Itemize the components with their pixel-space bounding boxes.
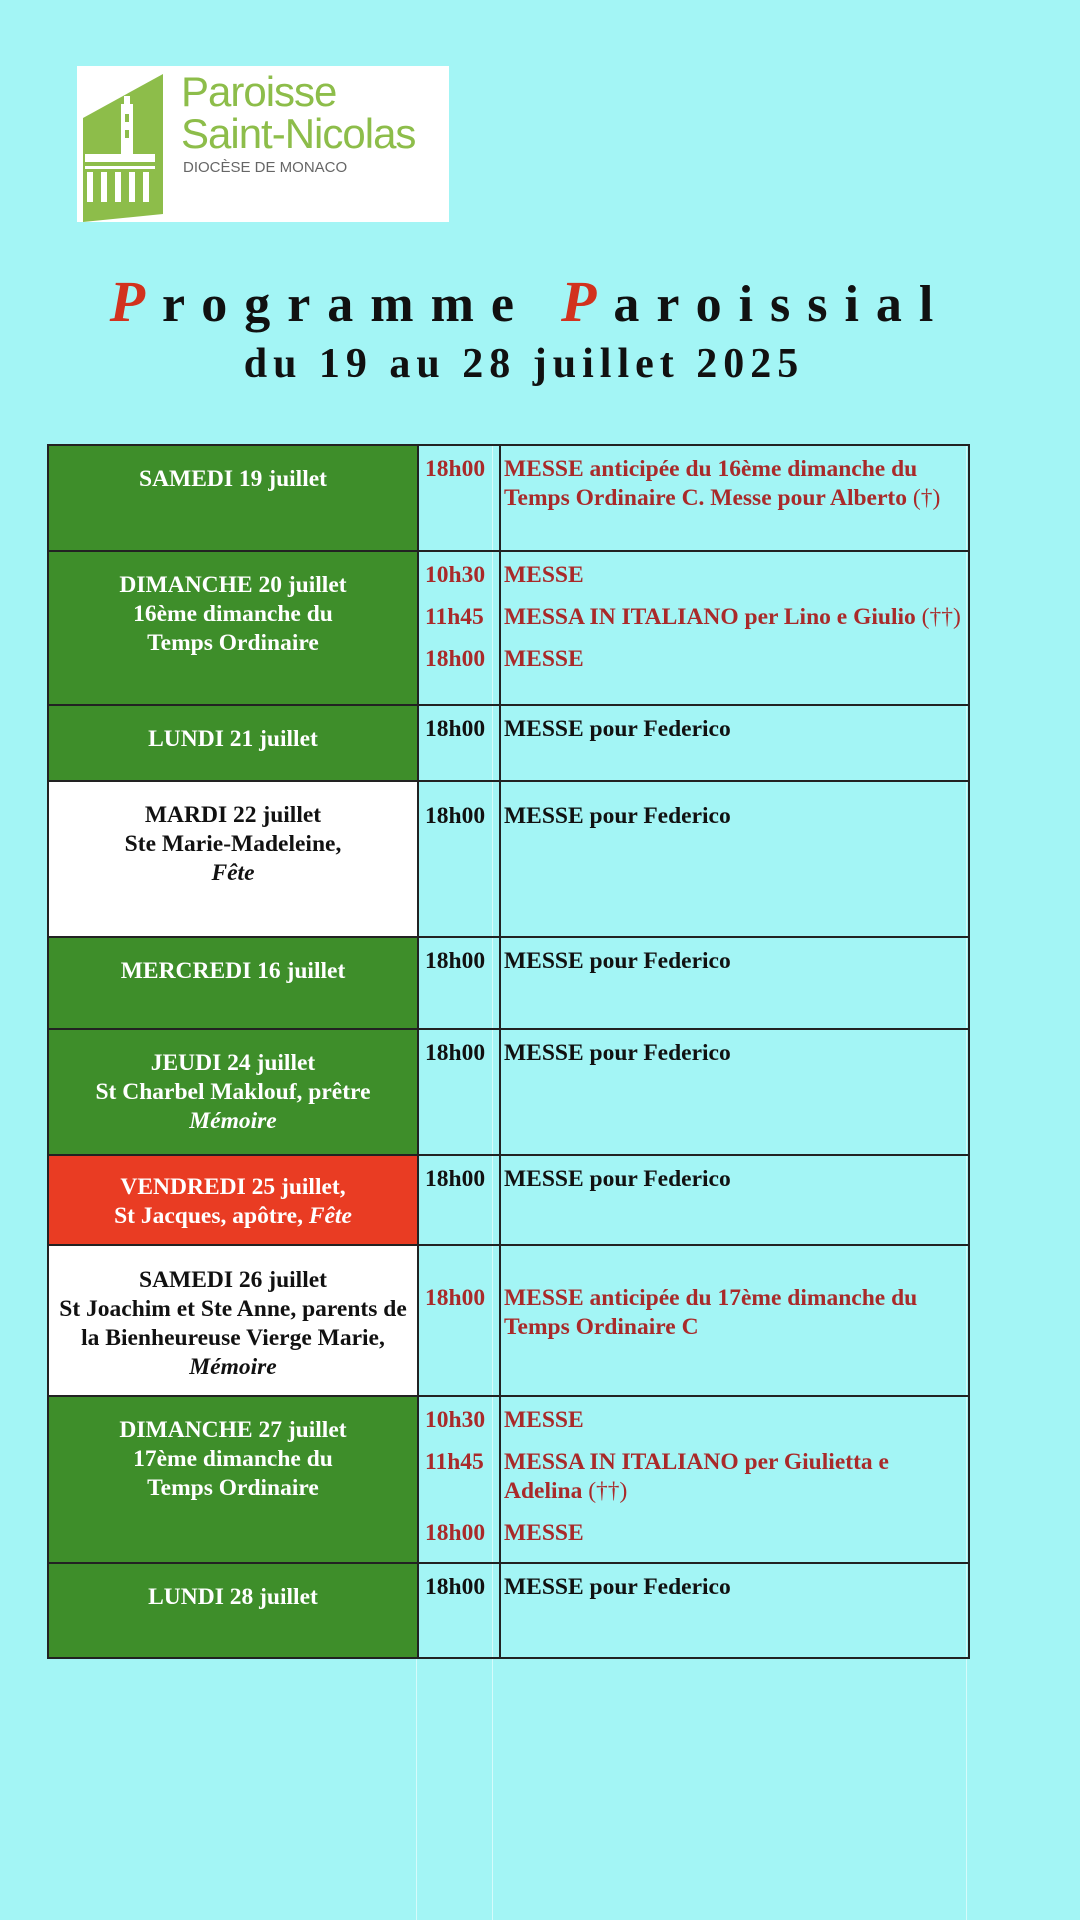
entry-time: 10h30 [425, 1407, 486, 1433]
entry-text: MESSE anticipée du 17ème dimanche du Temps Ordinaire C [504, 1285, 918, 1340]
event-cell [500, 1029, 969, 1155]
day-cell [48, 781, 418, 937]
day-label: JEUDI 24 juillet [150, 1050, 316, 1076]
time-cell [418, 1396, 500, 1563]
day-cell [48, 1155, 418, 1245]
entry-text: MESSE pour Federico [504, 1574, 731, 1600]
logo-text-paroisse: Paroisse [181, 68, 337, 115]
time-cell [418, 1155, 500, 1245]
entry-text: MESSE [504, 562, 584, 588]
day-label: 16ème dimanche du [133, 601, 333, 627]
day-label: MERCREDI 16 juillet [120, 958, 346, 984]
event-cell [500, 1245, 969, 1396]
day-cell [48, 1563, 418, 1658]
entry-text: MESSE pour Federico [504, 716, 731, 742]
day-label: Temps Ordinaire [147, 1475, 319, 1501]
day-cell [48, 937, 418, 1029]
entry-time: 18h00 [425, 456, 486, 482]
schedule-row [48, 705, 969, 781]
day-label: SAMEDI 26 juillet [139, 1267, 327, 1293]
entry-time: 10h30 [425, 562, 486, 588]
time-cell [418, 1245, 500, 1396]
day-label: DIMANCHE 20 juillet [119, 572, 347, 598]
title-initial-2: P [560, 269, 614, 334]
day-label: la Bienheureuse Vierge Marie, [81, 1325, 385, 1351]
time-cell [418, 781, 500, 937]
day-label: VENDREDI 25 juillet, [120, 1174, 346, 1200]
day-label-italic: Fête [211, 860, 255, 886]
day-cell [48, 1029, 418, 1155]
page-subtitle: du 19 au 28 juillet 2025 [243, 341, 805, 387]
entry-time: 18h00 [425, 1574, 486, 1600]
day-label-italic: Mémoire [189, 1354, 277, 1380]
title-word-1: rogramme [162, 276, 531, 333]
time-cell [418, 445, 500, 551]
entry-text: MESSE [504, 1520, 584, 1546]
event-cell [500, 781, 969, 937]
entry-text: MESSE pour Federico [504, 803, 731, 829]
entry-time: 18h00 [425, 646, 486, 672]
entry-time: 18h00 [425, 948, 486, 974]
entry-time: 18h00 [425, 1040, 486, 1066]
schedule-row [48, 445, 969, 551]
event-cell [500, 1396, 969, 1563]
schedule-row [48, 1245, 969, 1396]
time-cell [418, 551, 500, 705]
day-label: Temps Ordinaire [147, 630, 319, 656]
day-label: 17ème dimanche du [133, 1446, 333, 1472]
day-label: Ste Marie-Madeleine, [124, 831, 342, 857]
day-label: MARDI 22 juillet [144, 802, 322, 828]
entry-text: MESSE [504, 646, 584, 672]
church-emblem-icon [77, 66, 177, 222]
day-label: St Charbel Maklouf, prêtre [95, 1079, 371, 1105]
entry-time: 11h45 [425, 1449, 484, 1475]
entry-text: MESSE anticipée du 16ème dimanche du Temps Ordinaire C. Messe pour Alberto (†) [504, 456, 941, 511]
parish-logo [77, 66, 449, 222]
event-cell [500, 1563, 969, 1658]
time-cell [418, 705, 500, 781]
schedule-row [48, 1155, 969, 1245]
entry-time: 18h00 [425, 803, 486, 829]
time-cell [418, 1029, 500, 1155]
schedule-row [48, 937, 969, 1029]
day-label: St Joachim et Ste Anne, parents de [59, 1296, 407, 1322]
logo-text-saint-nicolas: Saint-Nicolas [181, 110, 416, 157]
entry-text: MESSE pour Federico [504, 1166, 731, 1192]
schedule-row [48, 1029, 969, 1155]
event-cell [500, 551, 969, 705]
event-cell [500, 705, 969, 781]
day-label: DIMANCHE 27 juillet [119, 1417, 347, 1443]
day-cell [48, 1396, 418, 1563]
day-label: SAMEDI 19 juillet [139, 466, 327, 492]
schedule-row [48, 551, 969, 705]
schedule-row [48, 1396, 969, 1563]
day-cell [48, 1245, 418, 1396]
day-label-italic: Fête [308, 1203, 352, 1229]
day-label: St Jacques, apôtre, Fête [114, 1203, 352, 1229]
entry-time: 18h00 [425, 1285, 486, 1311]
entry-time: 11h45 [425, 604, 484, 630]
event-cell [500, 1155, 969, 1245]
schedule-row [48, 781, 969, 937]
entry-text: MESSA IN ITALIANO per Lino e Giulio (††) [504, 604, 961, 630]
day-cell [48, 705, 418, 781]
time-cell [418, 937, 500, 1029]
time-cell [418, 1563, 500, 1658]
entry-time: 18h00 [425, 716, 486, 742]
day-cell [48, 445, 418, 551]
day-label-italic: Mémoire [189, 1108, 277, 1134]
schedule-table [47, 444, 970, 1659]
day-cell [48, 551, 418, 705]
logo-text-diocese: DIOCÈSE DE MONACO [183, 159, 348, 176]
day-label: LUNDI 28 juillet [148, 1584, 318, 1610]
event-cell [500, 445, 969, 551]
title-word-2: aroissial [613, 276, 951, 333]
entry-time: 18h00 [425, 1166, 486, 1192]
schedule-row [48, 1563, 969, 1658]
entry-text: MESSE pour Federico [504, 1040, 731, 1066]
event-cell [500, 937, 969, 1029]
day-label: LUNDI 21 juillet [148, 726, 318, 752]
title-initial-1: P [109, 269, 163, 334]
entry-text: MESSA IN ITALIANO per Giulietta e Adelina (††) [504, 1449, 889, 1504]
entry-text: MESSE pour Federico [504, 948, 731, 974]
entry-time: 18h00 [425, 1520, 486, 1546]
entry-text: MESSE [504, 1407, 584, 1433]
page-title [0, 268, 1060, 335]
